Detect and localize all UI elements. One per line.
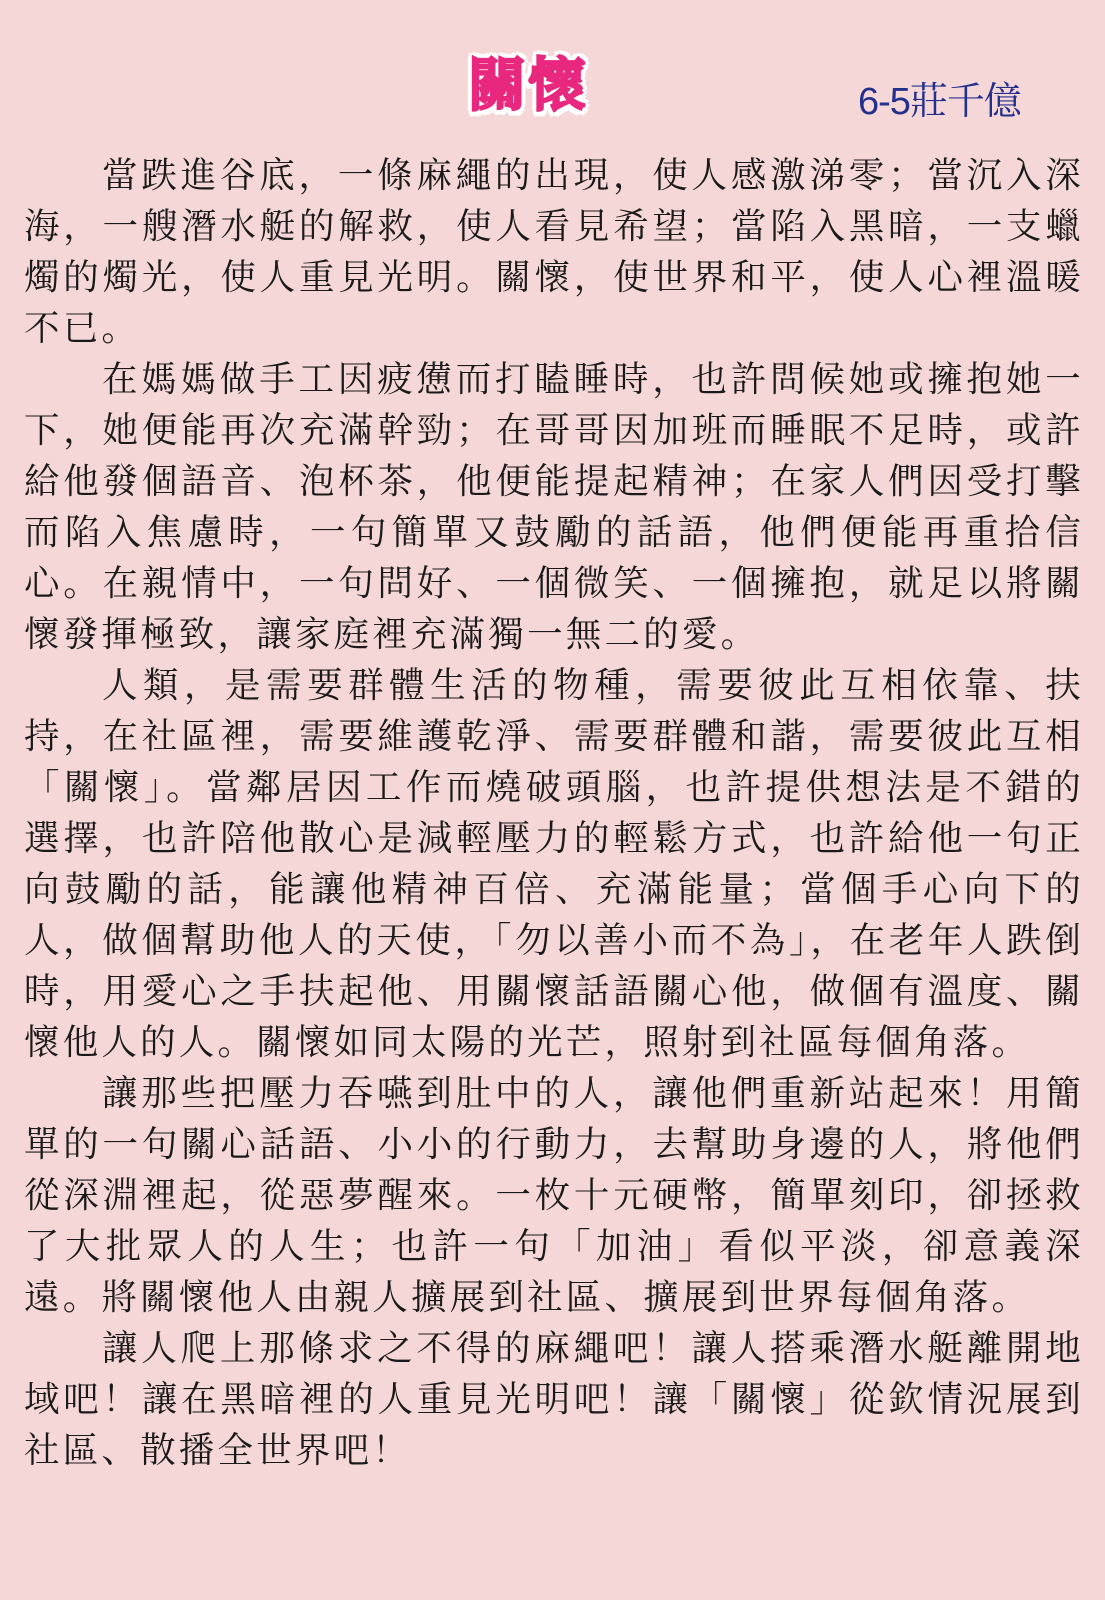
essay-title: 關懷 [468,51,589,119]
paragraph-3: 人類，是需要群體生活的物種，需要彼此互相依靠、扶持，在社區裡，需要維護乾淨、需要群體和諧，需要彼此互相「關懷」。當鄰居因工作而燒破頭腦，也許提供想法是不錯的選擇，也許陪他散心是減輕壓力的輕鬆方式，也許給他一句正向鼓勵的話，能讓他精神百倍、充滿能量；當個手心向下的人，做個幫助他人的天使，「勿以善小而不為」，在老年人跌倒時，用愛心之手扶起他、用關懷話語關心他，做個有溫度、關懷他人的人。關懷如同太陽的光芒，照射到社區每個角落。 [24,665,1084,1063]
paragraph-2: 在媽媽做手工因疲憊而打瞌睡時，也許問候她或擁抱她一下，她便能再次充滿幹勁；在哥哥因加班而睡眠不足時，或許給他發個語音、泡杯茶，他便能提起精神；在家人們因受打擊而陷入焦慮時，一句簡單又鼓勵的話語，他們便能再重拾信心。在親情中，一句問好、一個微笑、一個擁抱，就足以將關懷發揮極致，讓家庭裡充滿獨一無二的愛。 [24,359,1084,655]
author-label: 6-5莊千億 [858,81,1021,123]
paragraph-5: 讓人爬上那條求之不得的麻繩吧！讓人搭乘潛水艇離開地域吧！讓在黑暗裡的人重見光明吧！讓「關懷」從欽情況展到 社區、散播全世界吧！ [24,1328,1084,1471]
essay-body [24,150,1084,1476]
paragraph-4: 讓那些把壓力吞嚥到肚中的人，讓他們重新站起來！用簡單的一句關心話語、小小的行動力，去幫助身邊的人，將他們從深淵裡起，從惡夢醒來。一枚十元硬幣，簡單刻印，卻拯救了大批眾人的人生；也許一句「加油」看似平淡，卻意義深遠。將關懷他人由親人擴展到社區、擴展到世界每個角落。 [24,1073,1084,1318]
page-header [0,0,1105,150]
paragraph-1: 當跌進谷底，一條麻繩的出現，使人感激涕零；當沉入深海，一艘潛水艇的解救，使人看見希望；當陷入黑暗，一支蠟燭的燭光，使人重見光明。關懷，使世界和平，使人心裡溫暖不已。 [24,155,1084,349]
